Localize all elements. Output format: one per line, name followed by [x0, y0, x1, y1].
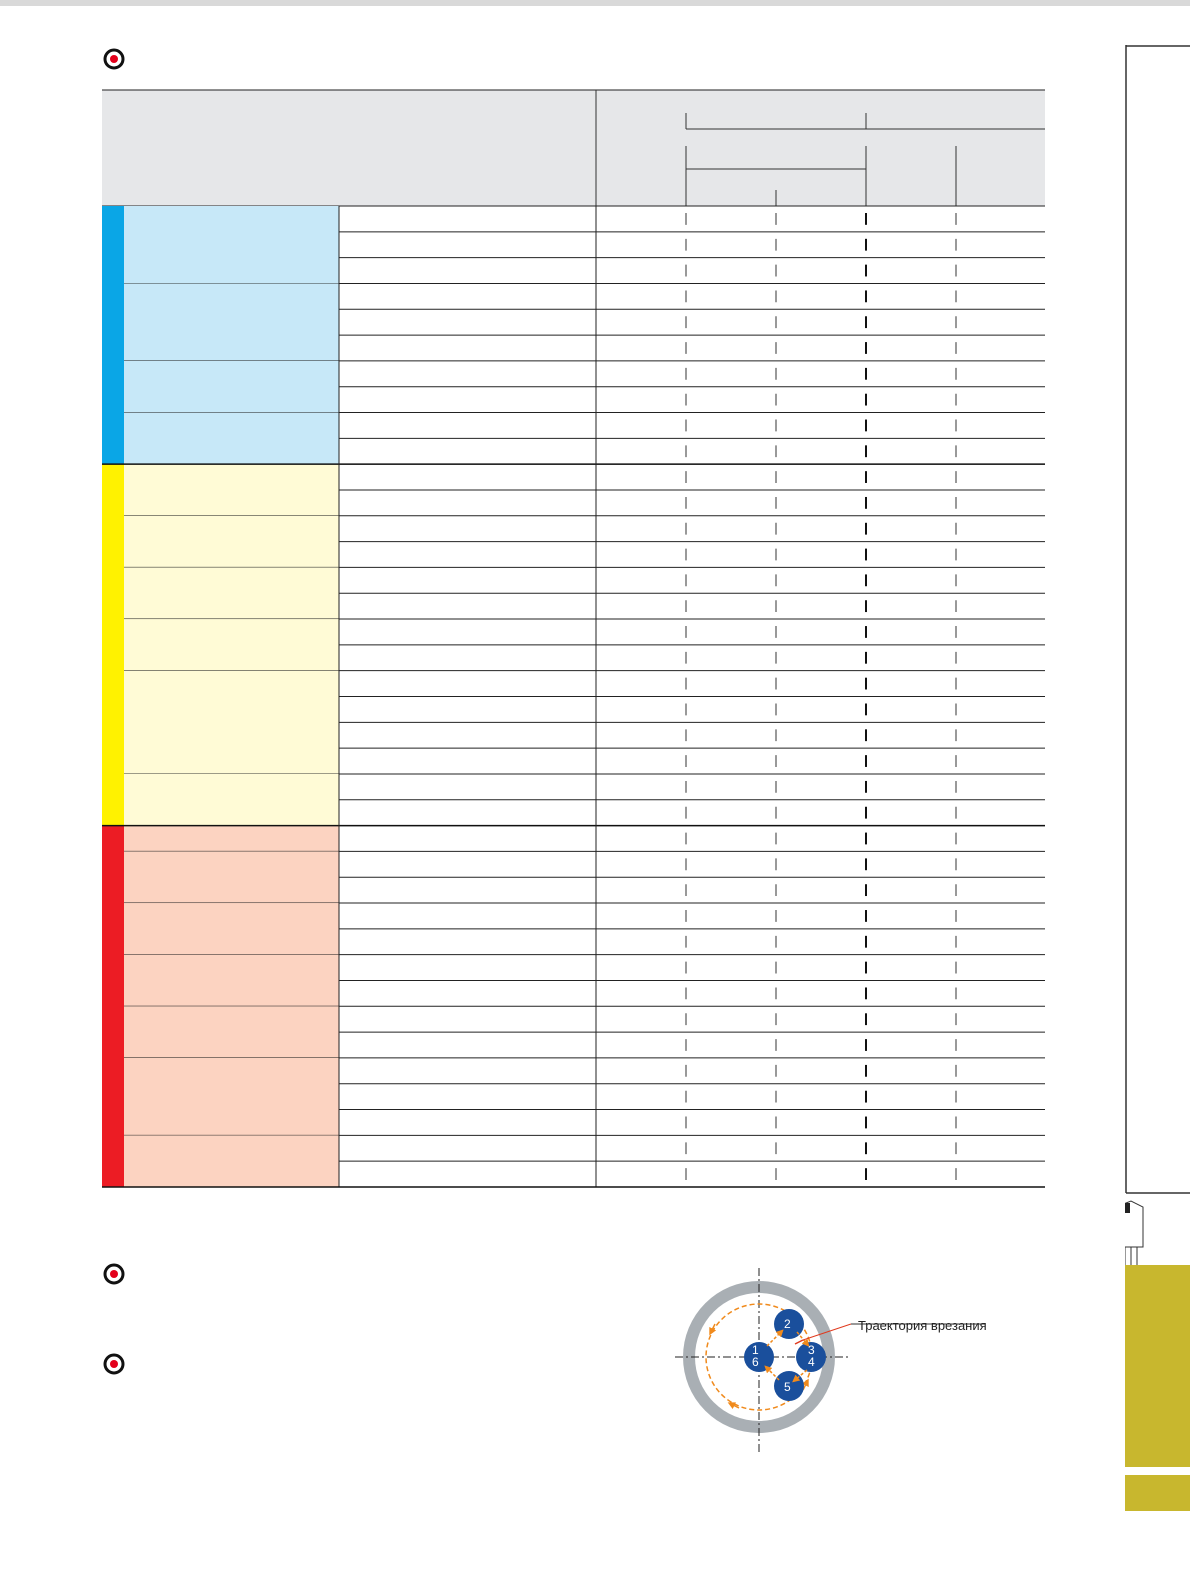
step-label: 5: [784, 1380, 791, 1394]
plunge-trajectory-diagram: [675, 1262, 1015, 1462]
material-subgroup-cell: [124, 955, 339, 1007]
material-subgroup-cell: [124, 206, 339, 283]
tool-position-1-6: [744, 1342, 774, 1372]
material-subgroup-cell: [124, 671, 339, 774]
section-bullet-icon: [103, 1353, 125, 1375]
material-group-bar: [102, 206, 124, 464]
material-subgroup-cell: [124, 516, 339, 568]
material-subgroup-cell: [124, 1135, 339, 1187]
material-group-bar: [102, 464, 124, 825]
material-subgroup-cell: [124, 903, 339, 955]
step-label: 2: [784, 1317, 791, 1331]
material-subgroup-cell: [124, 1058, 339, 1135]
sidebar-accent-block: [1125, 1475, 1190, 1511]
step-label: 3: [808, 1343, 815, 1357]
sidebar-accent-block: [1125, 1265, 1190, 1467]
table-header: [102, 90, 1045, 206]
material-subgroup-cell: [124, 283, 339, 360]
material-subgroup-cell: [124, 774, 339, 826]
material-subgroup-cell: [124, 826, 339, 852]
material-subgroup-cell: [124, 413, 339, 465]
material-group-bar: [102, 826, 124, 1187]
trajectory-label: Траектория врезания: [858, 1318, 987, 1333]
material-subgroup-cell: [124, 851, 339, 903]
material-subgroup-cell: [124, 619, 339, 671]
material-subgroup-cell: [124, 567, 339, 619]
section-bullet-icon: [103, 1263, 125, 1285]
material-subgroup-cell: [124, 1006, 339, 1058]
step-label: 6: [752, 1355, 759, 1369]
sidebar-tab: [1125, 45, 1190, 1581]
material-subgroup-cell: [124, 464, 339, 516]
step-label: 4: [808, 1355, 815, 1369]
step-label: 1: [752, 1343, 759, 1357]
material-subgroup-cell: [124, 361, 339, 413]
